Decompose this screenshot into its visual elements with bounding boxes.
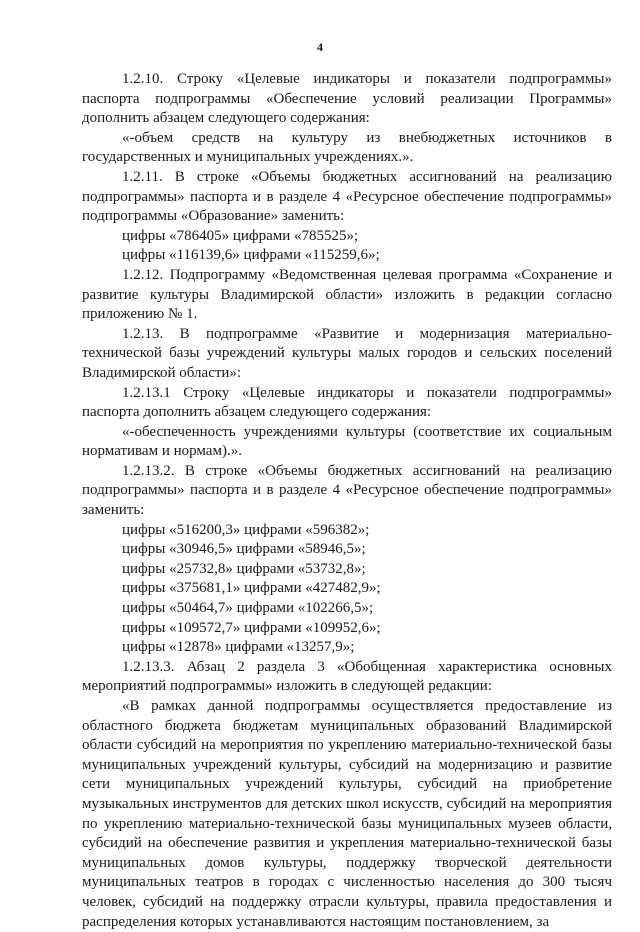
paragraph: «-обеспеченность учреждениями культуры (соответствие их социальным нормативам и нормам).». [82,423,612,460]
paragraph: 1.2.13.3. Абзац 2 раздела 3 «Обобщенная характеристика основных мероприятий подпрограммы» изложить в следующей редакции: [82,658,612,695]
paragraph: цифры «25732,8» цифрами «53732,8»; [122,560,366,577]
paragraph: цифры «50464,7» цифрами «102266,5»; [122,600,374,617]
paragraph: цифры «12878» цифрами «13257,9»; [122,639,355,656]
paragraph: «-объем средств на культуру из внебюджетных источников в государственных и муниципальных учреждениях.». [82,129,612,166]
paragraph: цифры «375681,1» цифрами «427482,9»; [122,580,381,597]
paragraph: 1.2.13.1 Строку «Целевые индикаторы и показатели подпрограммы» паспорта дополнить абзацем следующего содержания: [82,384,612,421]
paragraph: «В рамках данной подпрограммы осуществляется предоставление из областного бюджета бюджетам муниципальных образований Владимирской области субсидий на мероприятия по укреплению материально-технической базы муниципальных учреждений культуры, субсидий на модернизацию и развитие сети муниципальных учреждений культуры, субсидий на приобретение музыкальных инструментов для детских школ искусств, субсидий на мероприятия по укреплению материально-технической базы муниципальных музеев области, субсидий на обеспечение развития и укрепления материально-технической базы муниципальных домов культуры, поддержку творческой деятельности муниципальных театров в городах с численностью населения до 300 тысяч человек, субсидий на поддержку отрасли культуры, правила предоставления и распределения которых устанавливаются настоящим постановлением, за [82,698,612,930]
paragraph: 1.2.13.2. В строке «Объемы бюджетных ассигнований на реализацию подпрограммы» паспорта и в разделе 4 «Ресурсное обеспечение подпрограммы» заменить: [82,462,612,519]
paragraph: цифры «109572,7» цифрами «109952,6»; [122,619,381,636]
paragraph: цифры «116139,6» цифрами «115259,6»; [122,247,380,264]
paragraph: 1.2.11. В строке «Объемы бюджетных ассигнований на реализацию подпрограммы» паспорта и в разделе 4 «Ресурсное обеспечение подпрограммы» подпрограммы «Образование» заменить: [82,168,612,225]
paragraph: цифры «786405» цифрами «785525»; [122,227,359,244]
page-number: 4 [317,40,323,54]
paragraph: 1.2.12. Подпрограмму «Ведомственная целевая программа «Сохранение и развитие культуры Владимирской области» изложить в редакции согласно приложению № 1. [82,266,612,323]
document-body [82,70,612,932]
paragraph: цифры «30946,5» цифрами «58946,5»; [122,541,366,558]
paragraph: цифры «516200,3» цифрами «596382»; [122,521,370,538]
paragraph: 1.2.10. Строку «Целевые индикаторы и показатели подпрограммы» паспорта подпрограммы «Обеспечение условий реализации Программы» дополнить абзацем следующего содержания: [82,71,612,127]
paragraph: 1.2.13. В подпрограмме «Развитие и модернизация материально-технической базы учреждений культуры малых городов и сельских поселений Владимирской области»: [82,325,612,381]
